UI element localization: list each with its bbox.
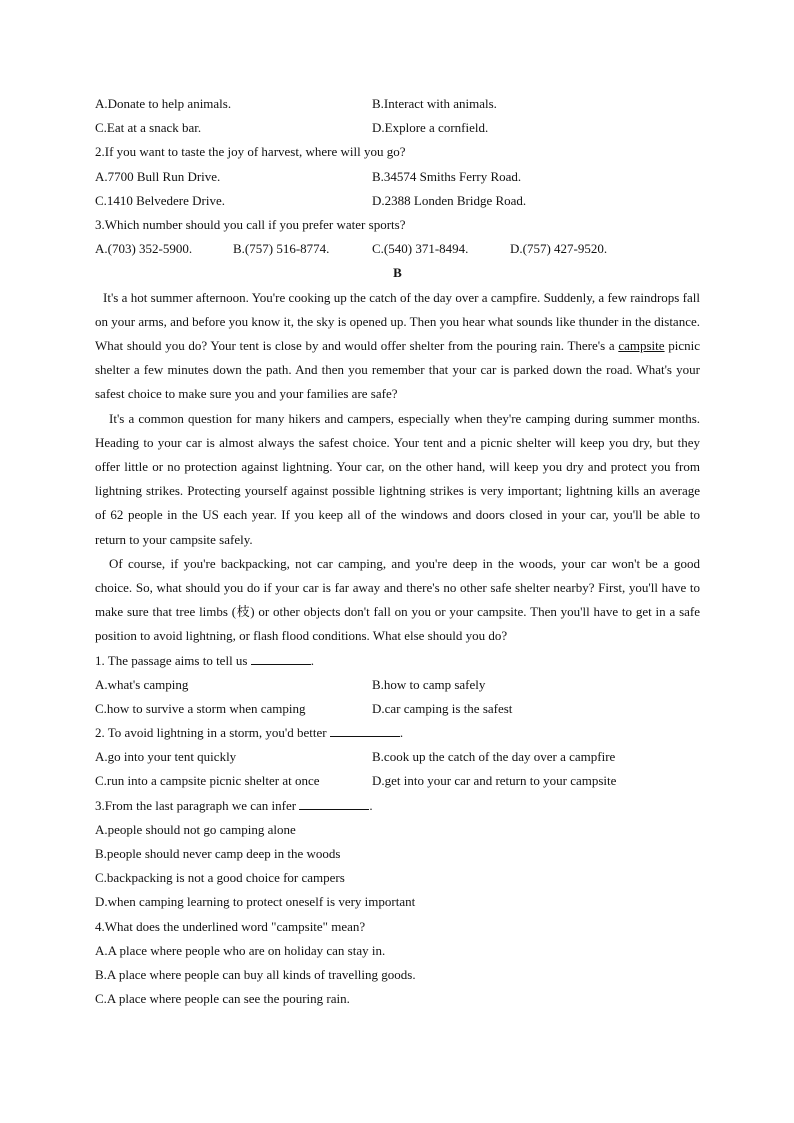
worksheet-page [95, 92, 700, 1011]
question-stem: 3.Which number should you call if you prefer water sports? [95, 216, 406, 232]
q3-option-a: A.(703) 352-5900. [95, 241, 193, 257]
q1-options-row-2 [95, 116, 700, 140]
b-q3-option-c: C.backpacking is not a good choice for campers [95, 870, 345, 886]
b-q2-option-a: A.go into your tent quickly [95, 749, 237, 765]
paragraph-text: picnic shelter a few minutes down the path. And then you remember that your car is parked down the road. What's your safest choice to make sure you and your families are safe? [95, 337, 701, 402]
q3-option-c: C.(540) 371-8494. [372, 241, 469, 257]
answer-blank[interactable] [299, 795, 369, 810]
b-q2-options-row-2 [95, 769, 700, 793]
q3-option-b: B.(757) 516-8774. [233, 241, 330, 257]
q2-options-row-1 [95, 165, 700, 189]
q1-options-row-1 [95, 92, 700, 116]
q2-option-a: A.7700 Bull Run Drive. [95, 168, 221, 184]
period: . [399, 725, 404, 741]
answer-blank[interactable] [330, 722, 400, 737]
q1-option-a: A.Donate to help animals. [95, 96, 232, 111]
q1-option-b: B.Interact with animals. [372, 96, 497, 111]
b-q1-option-b: B.how to camp safely [372, 676, 486, 692]
passage-paragraph-3: Of course, if you're backpacking, not car camping, and you're deep in the woods, your car won't be a good choice. So, what should you do if your car is far away and there's no other safe shelter nearby? First, you'll have to make sure that tree limbs (枝) or other objects don't fall on you or your campsite. Then you'll have to get in a safe position to avoid lightning, or flash flood conditions. What else should you do? [95, 555, 700, 644]
question-stem: 2.If you want to taste the joy of harvest, where will you go? [95, 144, 406, 160]
b-q1-option-c: C.how to survive a storm when camping [95, 700, 306, 716]
question-stem [95, 794, 700, 818]
q1-option-c: C.Eat at a snack bar. [95, 120, 202, 136]
b-q2-options-row-1 [95, 745, 700, 769]
b-q4-option-c: C.A place where people can see the pouring rain. [95, 991, 350, 1007]
period: . [369, 797, 373, 813]
passage-paragraph-2: It's a common question for many hikers and campers, especially when they're camping during summer months. Heading to your car is almost always the safest choice. Your tent and a picnic shelter will keep you dry, but they offer little or no protection against lightning. Your car, on the other hand, will keep you dry and protect you from lightning strikes. Protecting yourself against possible lightning strikes is very important; lightning kills an average of 62 people in the US each year. If you keep all of the windows and doors closed in your car, you'll be able to return to your campsite safely. [95, 410, 700, 547]
b-q4-option-a: A.A place where people who are on holiday can stay in. [95, 942, 386, 958]
b-q1-option-a: A.what's camping [95, 676, 189, 692]
question-stem [95, 649, 700, 673]
b-q2-option-c: C.run into a campsite picnic shelter at once [95, 773, 320, 789]
b-q1-options-row-1 [95, 673, 700, 697]
b-q4-option-b: B.A place where people can buy all kinds of travelling goods. [95, 966, 416, 982]
passage-paragraph-1 [95, 286, 700, 407]
b-q3-option-d: D.when camping learning to protect oneself is very important [95, 894, 416, 910]
period: . [310, 652, 314, 668]
q2-option-c: C.1410 Belvedere Drive. [95, 192, 225, 208]
q2-option-b: B.34574 Smiths Ferry Road. [372, 168, 522, 184]
b-q2-option-b: B.cook up the catch of the day over a campfire [372, 749, 616, 765]
q3-option-d: D.(757) 427-9520. [510, 241, 608, 257]
q1-option-d: D.Explore a cornfield. [372, 120, 489, 136]
paragraph-text: It's a hot summer afternoon. You're cooking up the catch of the day over a campfire. Suddenly, a few raindrops fall on your arms, and before you know it, the sky is opened up. Then you hear what sounds like thunder in the distance. What should you do? Your tent is close by and would offer shelter from the pouring rain. There's a [95, 289, 700, 353]
q2-option-d: D.2388 Londen Bridge Road. [372, 192, 527, 208]
q2-options-row-2 [95, 189, 700, 213]
b-q1-options-row-2 [95, 697, 700, 721]
answer-blank[interactable] [251, 650, 311, 665]
question-stem-text: 3.From the last paragraph we can infer [95, 797, 297, 813]
question-stem-text: 1. The passage aims to tell us [95, 652, 248, 668]
b-q1-option-d: D.car camping is the safest [372, 700, 513, 716]
b-q3-option-b: B.people should never camp deep in the woods [95, 846, 341, 862]
b-q3-option-a: A.people should not go camping alone [95, 821, 296, 837]
question-stem [95, 721, 700, 745]
question-stem-text: 2. To avoid lightning in a storm, you'd better [95, 725, 327, 741]
question-stem: 4.What does the underlined word "campsite" mean? [95, 918, 366, 934]
b-q2-option-d: D.get into your car and return to your campsite [372, 773, 617, 789]
section-heading: B [393, 265, 402, 281]
q3-options-row [95, 237, 700, 261]
underlined-word: campsite [618, 337, 665, 353]
